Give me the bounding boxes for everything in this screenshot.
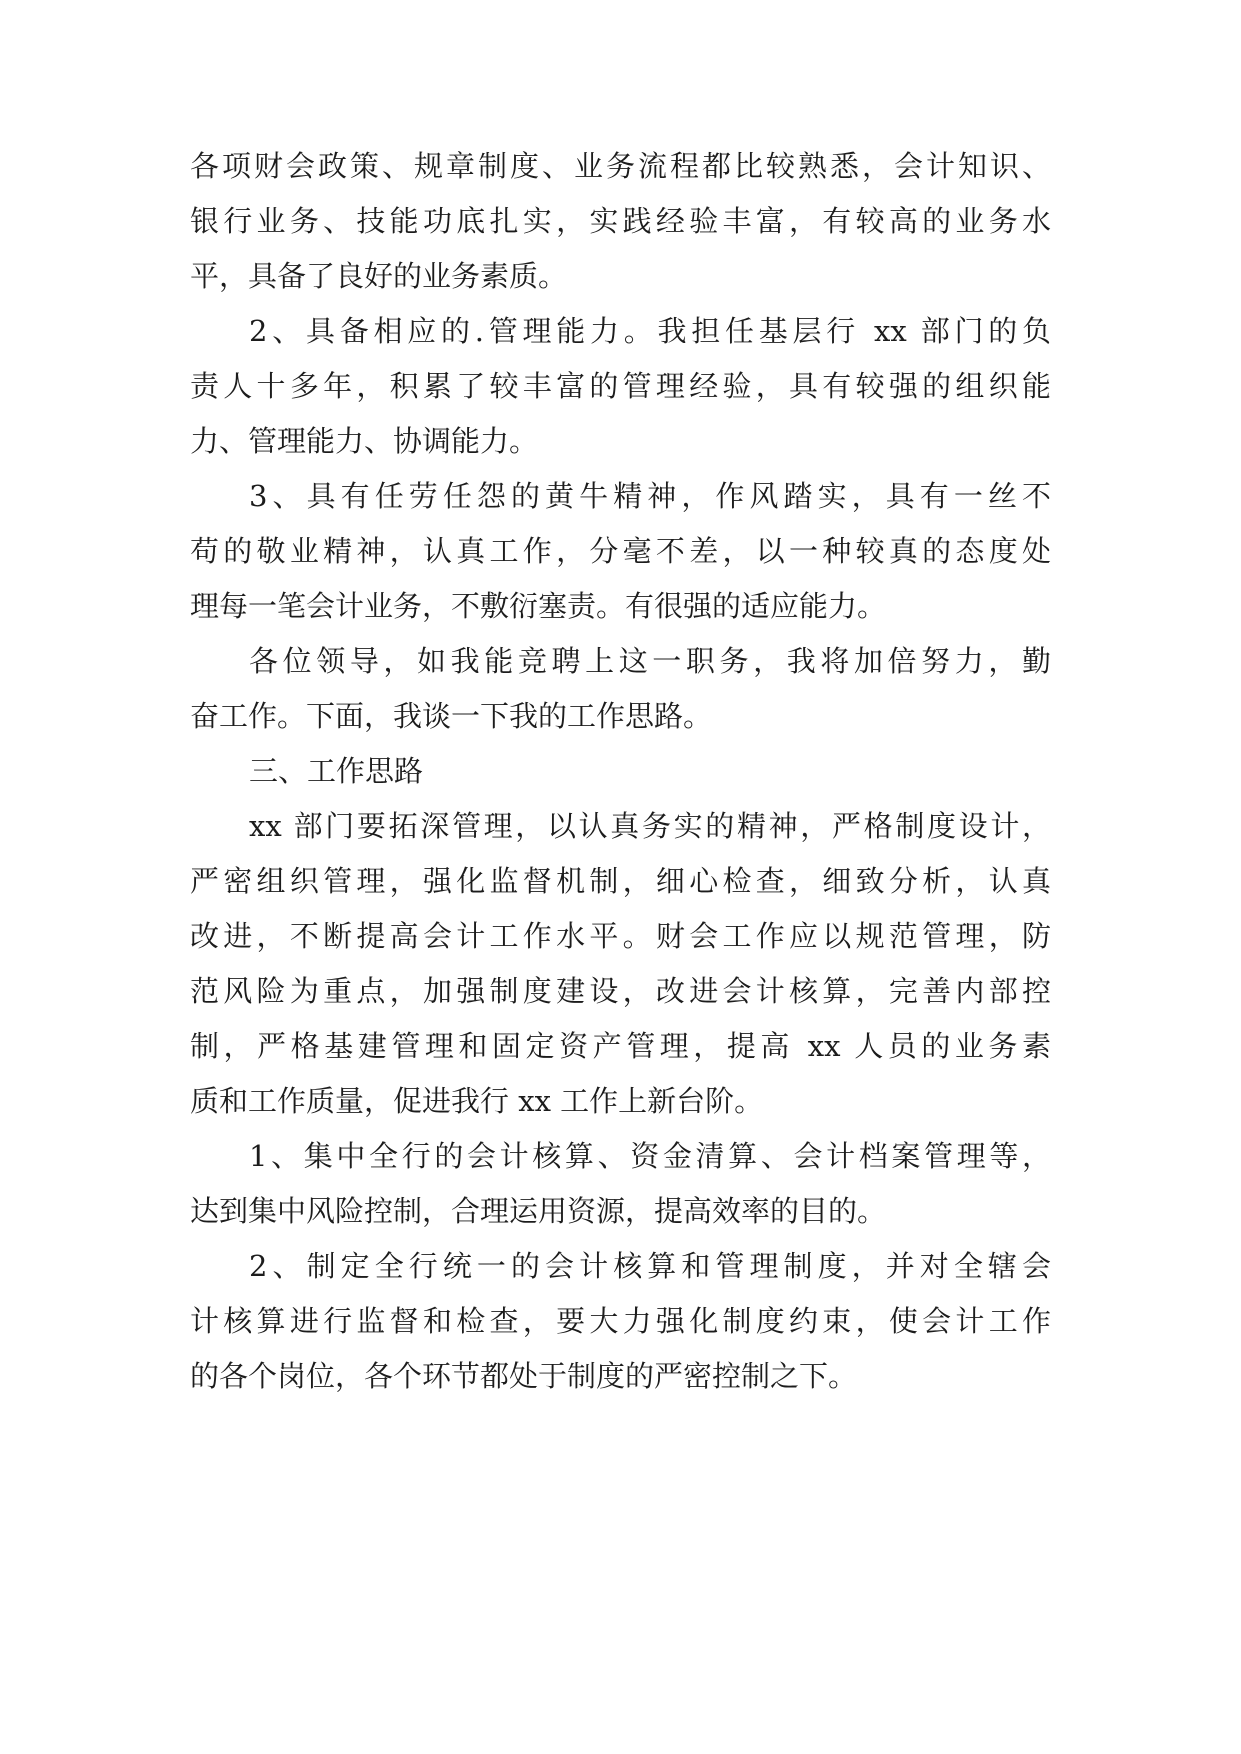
text-line <box>0 1298 1241 1344</box>
text-line <box>0 1353 1241 1399</box>
text-line <box>0 528 1241 574</box>
text-line-content: 3、具有任劳任怨的黄牛精神，作风踏实，具有一丝不 <box>249 479 1051 513</box>
text-line-content: 制，严格基建管理和固定资产管理，提高 xx 人员的业务素 <box>190 1029 1051 1063</box>
text-line-content: 达到集中风险控制，合理运用资源，提高效率的目的。 <box>190 1194 887 1228</box>
text-line <box>0 1243 1241 1289</box>
section-heading-text: 三、工作思路 <box>249 754 424 788</box>
text-line-content: 银行业务、技能功底扎实，实践经验丰富，有较高的业务水 <box>190 204 1051 238</box>
text-line <box>0 1023 1241 1069</box>
text-line-content: 的各个岗位，各个环节都处于制度的严密控制之下。 <box>190 1359 858 1393</box>
text-line <box>0 803 1241 849</box>
text-line <box>0 418 1241 464</box>
text-line-content: 责人十多年，积累了较丰富的管理经验，具有较强的组织能 <box>190 369 1051 403</box>
text-line-content: 苟的敬业精神，认真工作，分毫不差，以一种较真的态度处 <box>190 534 1051 568</box>
text-line <box>0 363 1241 409</box>
text-line-content: 严密组织管理，强化监督机制，细心检查，细致分析，认真 <box>190 864 1051 898</box>
text-line-content: 力、管理能力、协调能力。 <box>190 424 539 458</box>
text-line-content: 计核算进行监督和检查，要大力强化制度约束，使会计工作 <box>190 1304 1051 1338</box>
text-line <box>0 308 1241 354</box>
text-line <box>0 198 1241 244</box>
text-line-content: 范风险为重点，加强制度建设，改进会计核算，完善内部控 <box>190 974 1051 1008</box>
text-line <box>0 638 1241 684</box>
text-line-content: 奋工作。下面，我谈一下我的工作思路。 <box>190 699 713 733</box>
text-line <box>0 473 1241 519</box>
section-heading <box>0 748 1241 794</box>
text-line <box>0 143 1241 189</box>
text-line <box>0 1188 1241 1234</box>
text-line-content: 各项财会政策、规章制度、业务流程都比较熟悉，会计知识、 <box>190 149 1051 183</box>
text-line <box>0 913 1241 959</box>
text-line-content: 平，具备了良好的业务素质。 <box>190 259 568 293</box>
text-line-content: 改进，不断提高会计工作水平。财会工作应以规范管理，防 <box>190 919 1051 953</box>
text-line-content: 各位领导，如我能竞聘上这一职务，我将加倍努力，勤 <box>249 644 1051 678</box>
text-line <box>0 1078 1241 1124</box>
text-line <box>0 1133 1241 1179</box>
text-line-content: xx 部门要拓深管理，以认真务实的精神，严格制度设计， <box>249 809 1051 843</box>
text-line <box>0 583 1241 629</box>
text-line-content: 2、具备相应的.管理能力。我担任基层行 xx 部门的负 <box>249 314 1051 348</box>
text-line <box>0 693 1241 739</box>
text-line-content: 质和工作质量，促进我行 xx 工作上新台阶。 <box>190 1084 764 1118</box>
text-line-content: 1、集中全行的会计核算、资金清算、会计档案管理等， <box>249 1139 1051 1173</box>
text-line <box>0 858 1241 904</box>
text-line-content: 理每一笔会计业务，不敷衍塞责。有很强的适应能力。 <box>190 589 887 623</box>
text-line <box>0 968 1241 1014</box>
text-line-content: 2、制定全行统一的会计核算和管理制度，并对全辖会 <box>249 1249 1051 1283</box>
text-line <box>0 253 1241 299</box>
